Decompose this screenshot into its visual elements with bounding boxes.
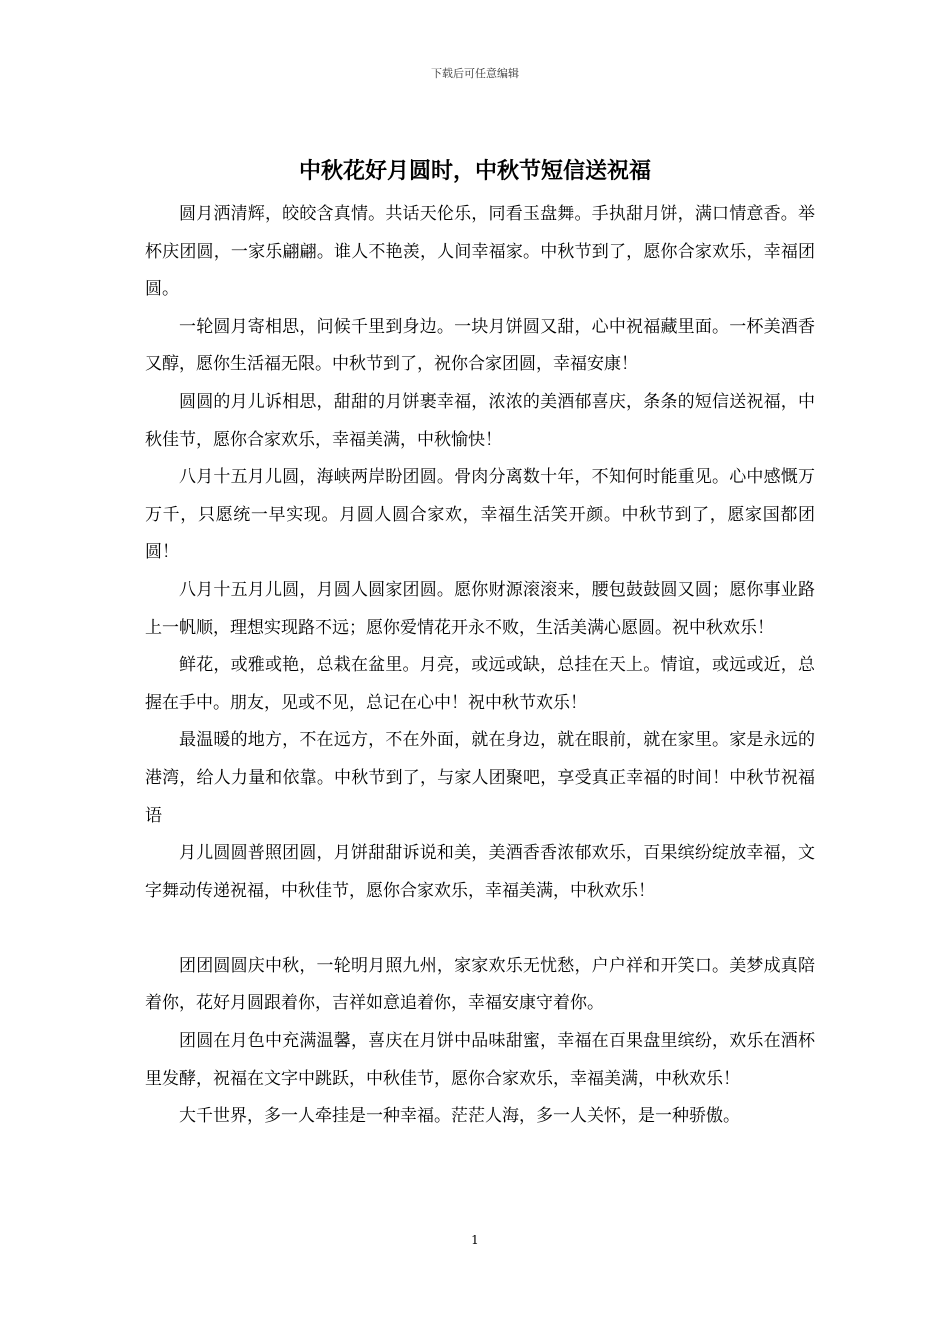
paragraph: 圆月洒清辉，皎皎含真情。共话天伦乐，同看玉盘舞。手执甜月饼，满口情意香。举杯庆团圆，一家乐翩翩。谁人不艳羡，人间幸福家。中秋节到了，愿你合家欢乐，幸福团圆。 (145, 204, 815, 300)
document-body (145, 196, 815, 1136)
paragraph: 圆圆的月儿诉相思，甜甜的月饼裹幸福，浓浓的美酒郁喜庆，条条的短信送祝福，中秋佳节，愿你合家欢乐，幸福美满，中秋愉快！ (145, 391, 815, 450)
paragraph: 最温暖的地方，不在远方，不在外面，就在身边，就在眼前，就在家里。家是永远的港湾，给人力量和依靠。中秋节到了，与家人团聚吧，享受真正幸福的时间！中秋节祝福语 (145, 730, 815, 826)
paragraph: 鲜花，或雅或艳，总栽在盆里。月亮，或远或缺，总挂在天上。情谊，或远或近，总握在手中。朋友，见或不见，总记在心中！祝中秋节欢乐！ (145, 655, 815, 713)
paragraph: 八月十五月儿圆，海峡两岸盼团圆。骨肉分离数十年，不知何时能重见。心中感慨万万千，只愿统一早实现。月圆人圆合家欢，幸福生活笑开颜。中秋节到了，愿家国都团圆！ (145, 467, 815, 563)
document-title: 中秋花好月圆时，中秋节短信送祝福 (298, 158, 651, 184)
page-number: 1 (471, 1233, 479, 1247)
paragraph: 团圆在月色中充满温馨，喜庆在月饼中品味甜蜜，幸福在百果盘里缤纷，欢乐在酒杯里发酵，祝福在文字中跳跃，中秋佳节，愿你合家欢乐，幸福美满，中秋欢乐！ (145, 1031, 815, 1089)
page-header-note: 下载后可任意编辑 (431, 67, 519, 80)
paragraph: 团团圆圆庆中秋，一轮明月照九州，家家欢乐无忧愁，户户祥和开笑口。美梦成真陪着你，花好月圆跟着你，吉祥如意追着你，幸福安康守着你。 (145, 955, 815, 1014)
paragraph: 一轮圆月寄相思，问候千里到身边。一块月饼圆又甜，心中祝福藏里面。一杯美酒香又醇，愿你生活福无限。中秋节到了，祝你合家团圆，幸福安康！ (145, 316, 815, 375)
paragraph: 八月十五月儿圆，月圆人圆家团圆。愿你财源滚滚来，腰包鼓鼓圆又圆；愿你事业路上一帆顺，理想实现路不远；愿你爱情花开永不败，生活美满心愿圆。祝中秋欢乐！ (145, 579, 815, 638)
paragraph: 大千世界，多一人牵挂是一种幸福。茫茫人海，多一人关怀，是一种骄傲。 (179, 1106, 740, 1127)
paragraph: 月儿圆圆普照团圆，月饼甜甜诉说和美，美酒香香浓郁欢乐，百果缤纷绽放幸福，文字舞动传递祝福，中秋佳节，愿你合家欢乐，幸福美满，中秋欢乐！ (145, 843, 815, 901)
